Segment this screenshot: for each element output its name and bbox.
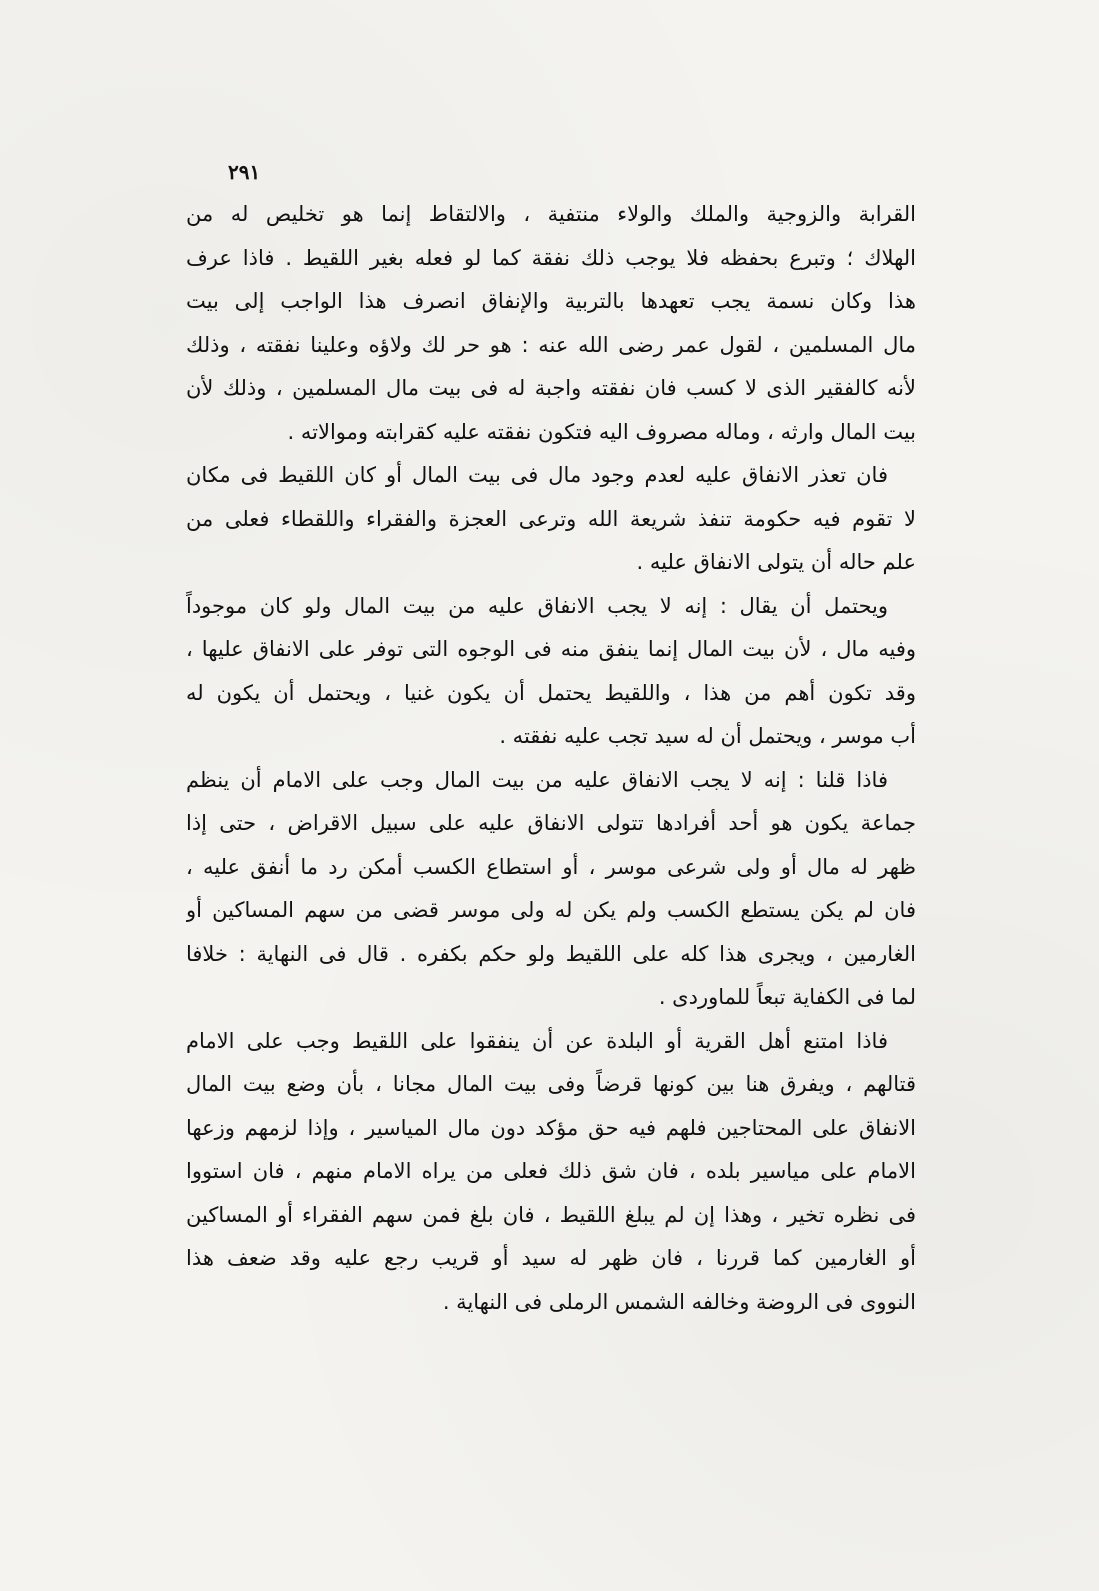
- text-line: أو الغارمين كما قررنا ، فان ظهر له سيد أو قريب رجع عليه وقد ضعف هذا: [186, 1246, 916, 1270]
- text-line: فى نظره تخير ، وهذا إن لم يبلغ اللقيط ، فان بلغ فمن سهم الفقراء أو المساكين: [186, 1202, 916, 1227]
- text-line: فاذا قلنا : إنه لا يجب الانفاق عليه من بيت المال وجب على الامام أن ينظم: [186, 767, 888, 792]
- text-line: قتالهم ، ويفرق هنا بين كونها قرضاً وفى بيت المال مجانا ، بأن وضع بيت المال: [186, 1072, 916, 1096]
- text-line: فان لم يكن يستطع الكسب ولم يكن له ولى موسر قضى من سهم المساكين أو: [186, 898, 916, 922]
- text-line: الهلاك ؛ وتبرع بحفظه فلا يوجب ذلك نفقة كما لو فعله بغير اللقيط . فاذا عرف: [186, 245, 916, 270]
- text-line: أب موسر ، ويحتمل أن له سيد تجب عليه نفقته .: [499, 724, 916, 748]
- text-line: الامام على مياسير بلده ، فان شق ذلك فعلى من يراه الامام منهم ، فان استووا: [186, 1159, 916, 1183]
- text-line: هذا وكان نسمة يجب تعهدها بالتربية والإنفاق انصرف هذا الواجب إلى بيت: [186, 289, 916, 313]
- text-line: لما فى الكفاية تبعاً للماوردى .: [658, 985, 916, 1009]
- text-line: فان تعذر الانفاق عليه لعدم وجود مال فى بيت المال أو كان اللقيط فى مكان: [186, 463, 888, 487]
- text-line: الانفاق على المحتاجين فلهم فيه حق مؤكد دون مال المياسير ، وإذا لزمهم وزعها: [186, 1115, 916, 1140]
- text-line: فاذا امتنع أهل القرية أو البلدة عن أن ينفقوا على اللقيط وجب على الامام: [186, 1028, 888, 1053]
- body-text: [186, 193, 916, 1324]
- text-line: ويحتمل أن يقال : إنه لا يجب الانفاق عليه من بيت المال ولو كان موجوداً: [186, 593, 888, 618]
- page-number: ٢٩١: [228, 160, 261, 184]
- text-line: الغارمين ، ويجرى هذا كله على اللقيط ولو حكم بكفره . قال فى النهاية : خلافا: [186, 941, 916, 966]
- text-line: لأنه كالفقير الذى لا كسب فان نفقته واجبة له فى بيت مال المسلمين ، وذلك لأن: [186, 376, 916, 400]
- text-line: النووى فى الروضة وخالفه الشمس الرملى فى النهاية .: [442, 1289, 916, 1314]
- text-line: ظهر له مال أو ولى شرعى موسر ، أو استطاع الكسب أمكن رد ما أنفق عليه ،: [186, 854, 916, 879]
- text-line: مال المسلمين ، لقول عمر رضى الله عنه : هو حر لك ولاؤه وعلينا نفقته ، وذلك: [186, 332, 916, 357]
- text-line: القرابة والزوجية والملك والولاء منتفية ، والالتقاط إنما هو تخليص له من: [186, 202, 916, 226]
- text-line: وفيه مال ، لأن بيت المال إنما ينفق منه فى الوجوه التى توفر على الانفاق عليها ،: [186, 637, 916, 661]
- text-line: وقد تكون أهم من هذا ، واللقيط يحتمل أن يكون غنيا ، ويحتمل أن يكون له: [186, 680, 916, 705]
- text-line: لا تقوم فيه حكومة تنفذ شريعة الله وترعى العجزة والفقراء واللقطاء فعلى من: [186, 506, 916, 531]
- text-line: جماعة يكون هو أحد أفرادها تتولى الانفاق عليه على سبيل الاقراض ، حتى إذا: [186, 811, 916, 835]
- text-line: بيت المال وارثه ، وماله مصروف اليه فتكون نفقته عليه كقرابته وموالاته .: [287, 419, 916, 444]
- text-line: علم حاله أن يتولى الانفاق عليه .: [636, 550, 916, 574]
